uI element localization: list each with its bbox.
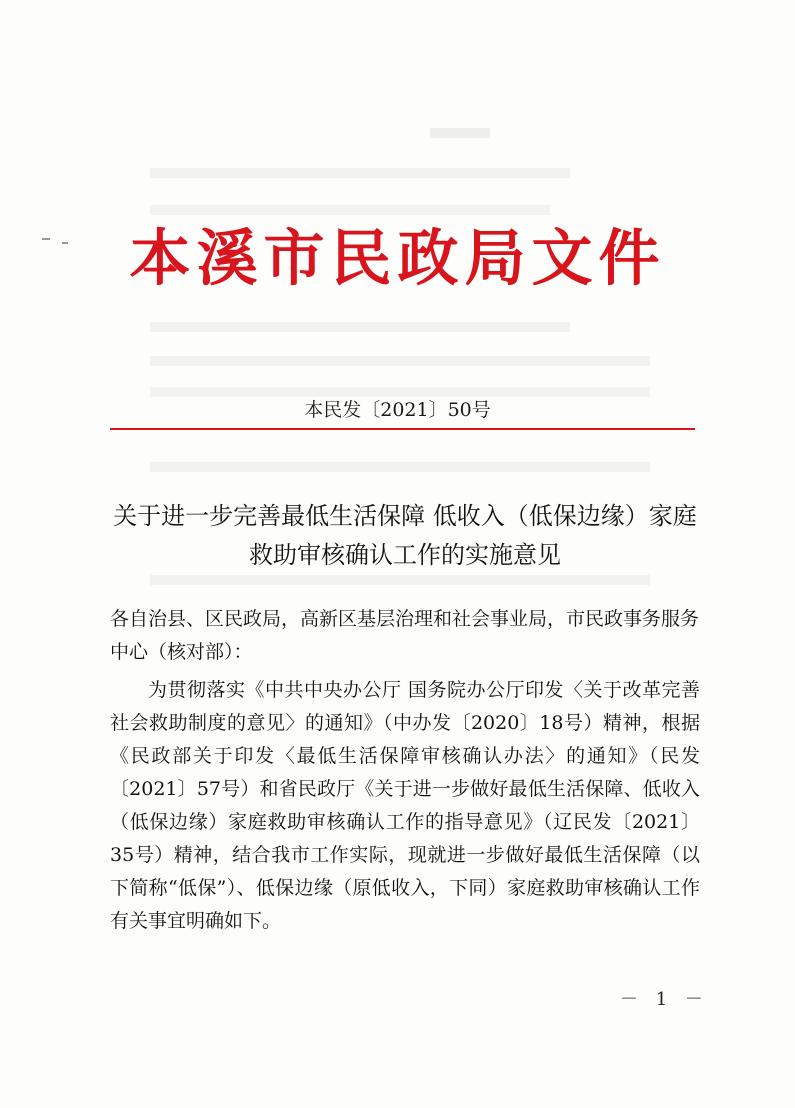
document-title: 本溪市民政局文件 — [129, 223, 666, 294]
bleed-through — [150, 168, 570, 178]
addressee: 各自治县、区民政局，高新区基层治理和社会事业局，市民政事务服务中心（核对部）： — [110, 608, 700, 663]
document-subject: 关于进一步完善最低生活保障 低收入（低保边缘）家庭救助审核确认工作的实施意见 — [113, 502, 697, 569]
bleed-through — [150, 356, 650, 366]
bleed-through — [150, 205, 550, 215]
red-divider — [110, 428, 695, 430]
document-number: 本民发〔2021〕50号 — [304, 399, 491, 421]
page-number: － 1 － — [620, 989, 709, 1010]
bleed-through — [150, 322, 570, 332]
body-paragraph: 为贯彻落实《中共中央办公厅 国务院办公厅印发〈关于改革完善社会救助制度的意见〉的通知》（中办发〔2020〕18号）精神，根据《民政部关于印发〈最低生活保障审核确认办法〉的通知》（民发〔2021〕57号）和省民政厅《关于进一步做好最低生活保障、低收入（低保边缘）家庭救助审核确认工作的指导意见》（辽民发〔2021〕35号）精神，结合我市工作实际，现就进一步做好最低生活保障（以下简称“低保”）、低保边缘（原低收入，下同）家庭救助审核确认工作有关事宜明确如下。 — [110, 679, 700, 932]
bleed-through — [150, 575, 650, 585]
bleed-through — [430, 128, 490, 138]
bleed-through — [150, 462, 650, 472]
